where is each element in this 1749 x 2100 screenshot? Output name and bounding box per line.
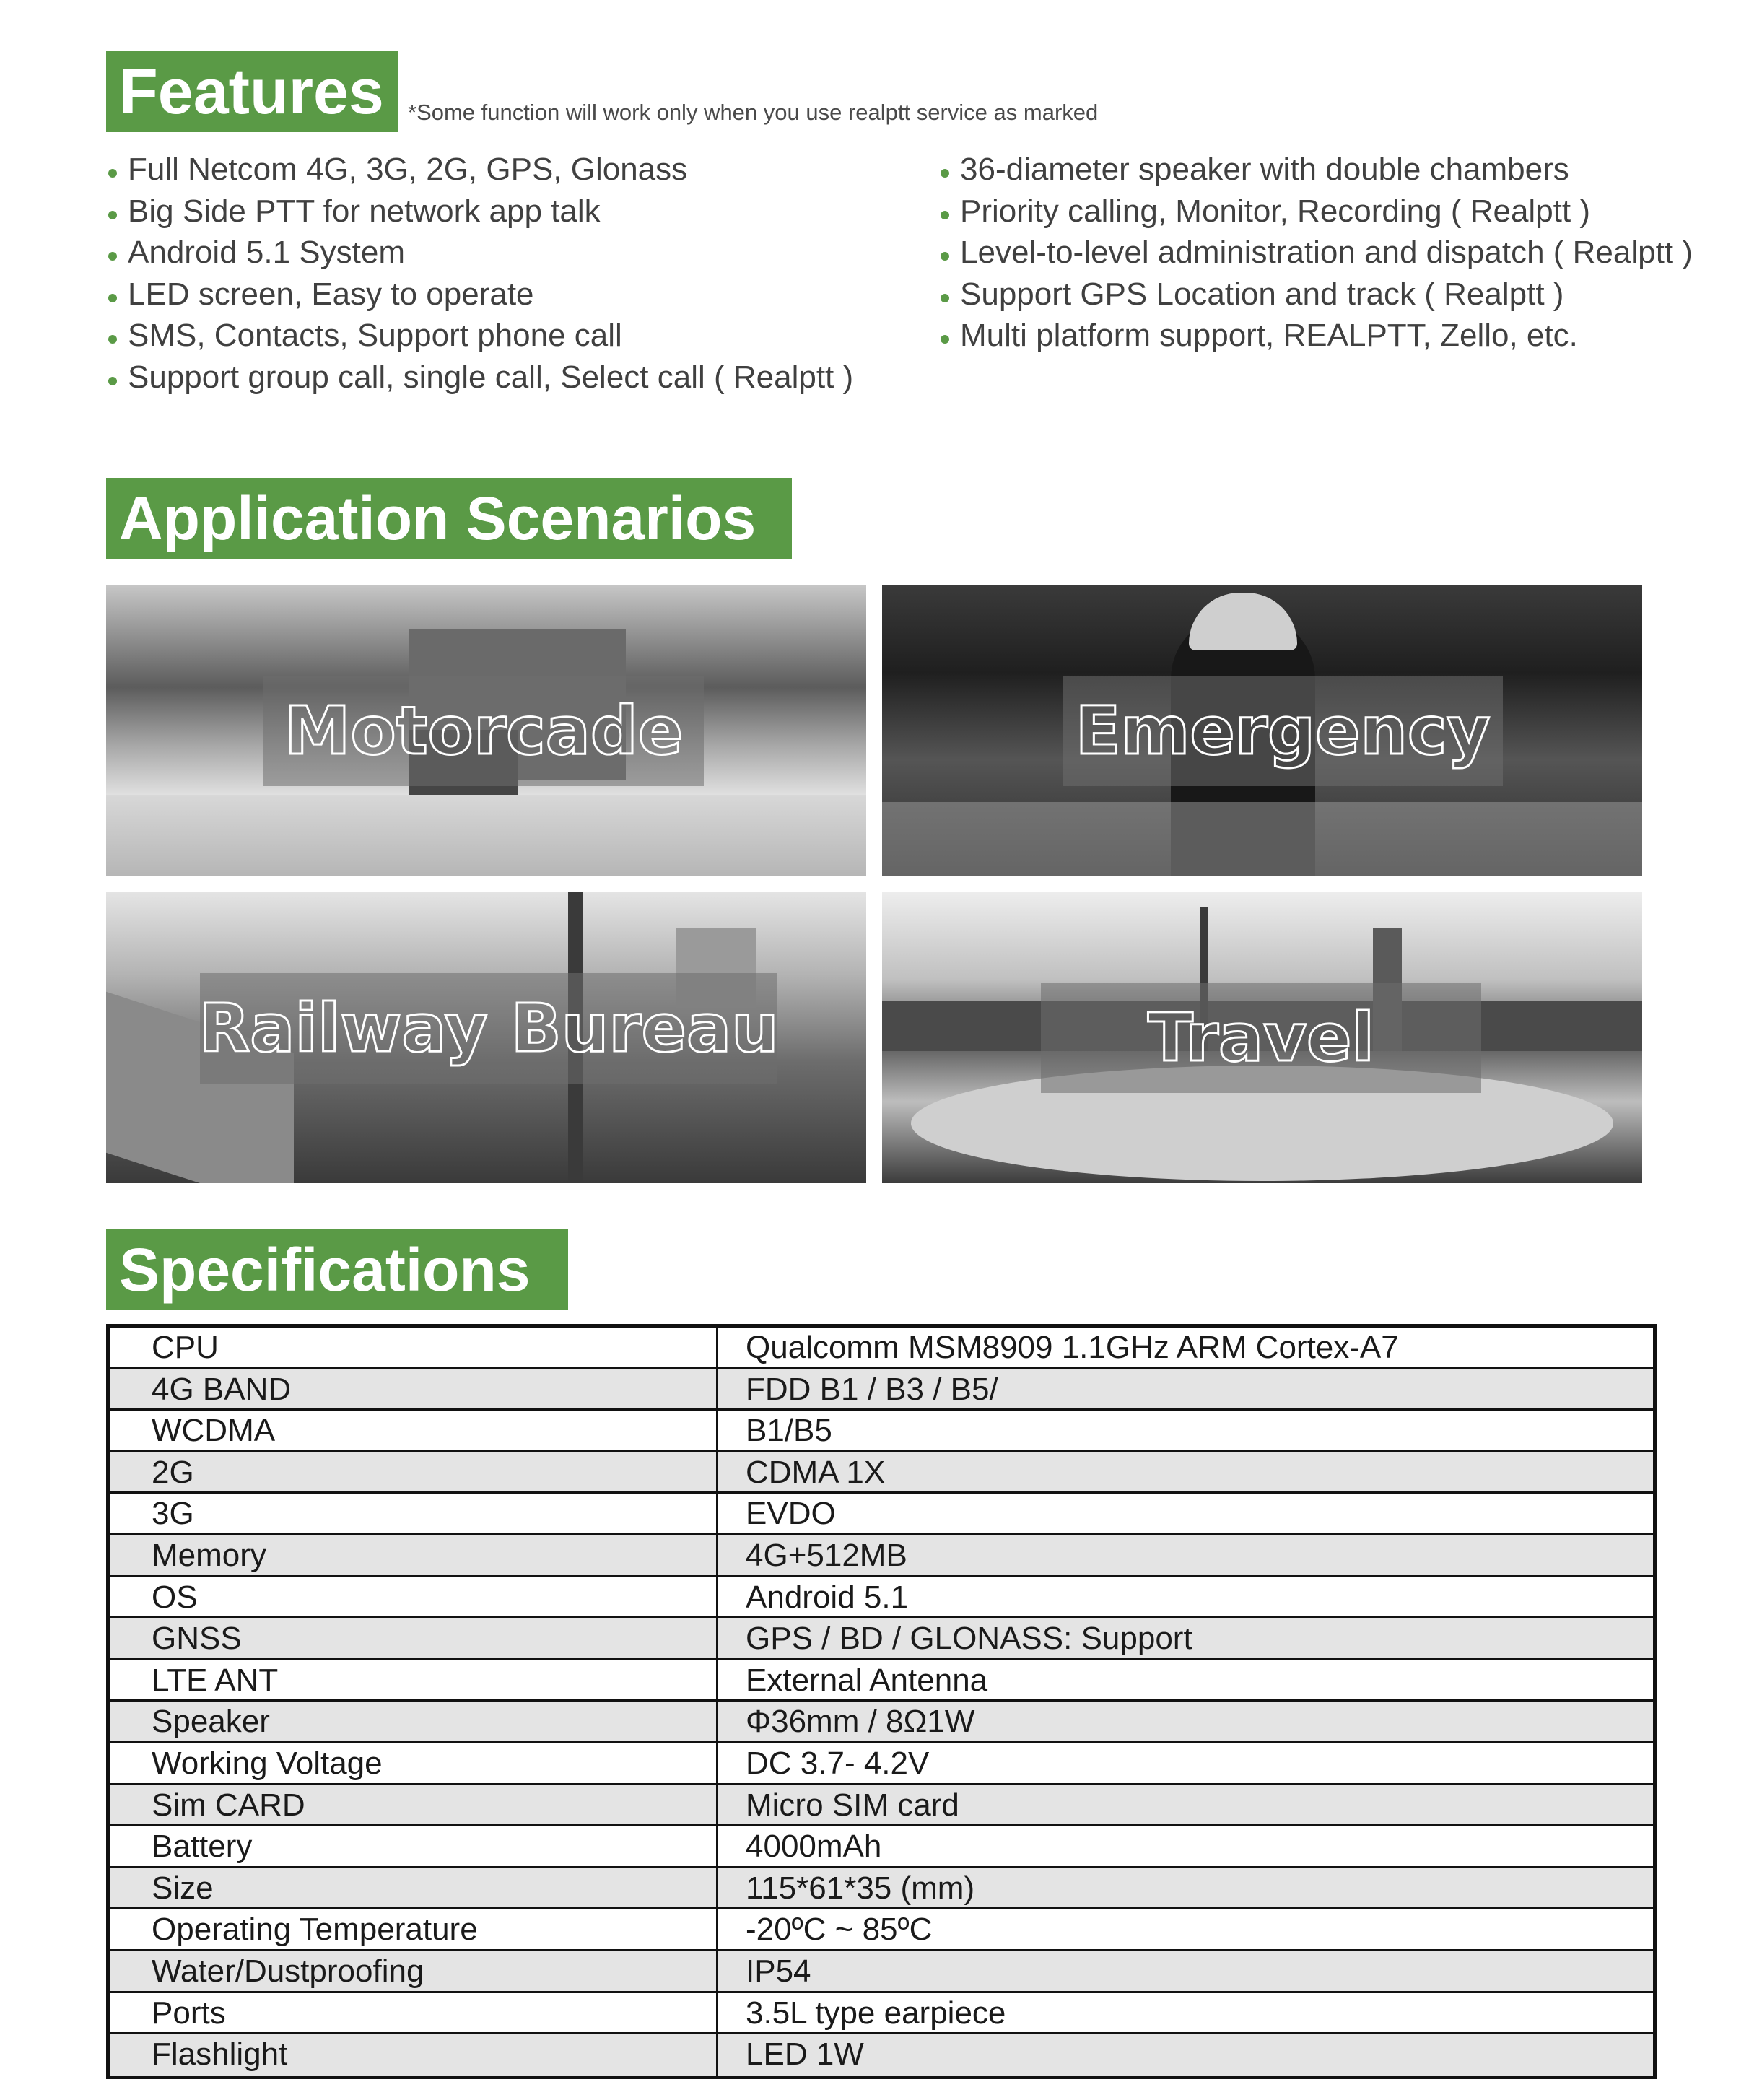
spec-value: EVDO xyxy=(746,1496,836,1532)
spec-key: 4G BAND xyxy=(110,1369,718,1409)
spec-value: GPS / BD / GLONASS: Support xyxy=(746,1621,1192,1657)
spec-value: External Antenna xyxy=(746,1662,988,1698)
spec-value: IP54 xyxy=(746,1953,811,1989)
spec-key: WCDMA xyxy=(110,1411,718,1450)
road-shape xyxy=(106,795,866,876)
spec-key: Working Voltage xyxy=(110,1743,718,1783)
table-row xyxy=(110,1702,1653,1743)
table-row xyxy=(110,1577,1653,1619)
features-list-right xyxy=(938,149,1740,357)
table-row xyxy=(110,1452,1653,1494)
spec-key: Operating Temperature xyxy=(110,1909,718,1949)
feature-item: Full Netcom 4G, 3G, 2G, GPS, Glonass xyxy=(106,149,915,191)
spec-value: 4000mAh xyxy=(746,1829,882,1865)
spec-key: Sim CARD xyxy=(110,1785,718,1825)
spec-key: Memory xyxy=(110,1535,718,1575)
spec-value: Φ36mm / 8Ω1W xyxy=(746,1704,975,1740)
spec-value: 4G+512MB xyxy=(746,1537,907,1573)
spec-value: FDD B1 / B3 / B5/ xyxy=(746,1371,998,1407)
table-row xyxy=(110,1785,1653,1827)
spec-value: B1/B5 xyxy=(746,1413,832,1449)
scene-label-box xyxy=(1063,676,1503,786)
table-row xyxy=(110,1993,1653,2035)
spec-value: Micro SIM card xyxy=(746,1787,959,1823)
scene-label-motorcade: Motorcade xyxy=(284,692,684,770)
table-row xyxy=(110,1951,1653,1993)
scene-label-box xyxy=(1041,983,1481,1093)
scene-emergency-image xyxy=(882,585,1642,876)
spec-key: Battery xyxy=(110,1826,718,1866)
spec-key: Flashlight xyxy=(110,2034,718,2076)
spec-value: DC 3.7- 4.2V xyxy=(746,1745,930,1781)
feature-item: Priority calling, Monitor, Recording ( Realptt ) xyxy=(938,191,1740,232)
spec-value: Qualcomm MSM8909 1.1GHz ARM Cortex-A7 xyxy=(746,1330,1399,1365)
feature-item: Support GPS Location and track ( Realptt ) xyxy=(938,274,1740,315)
spec-key: Ports xyxy=(110,1993,718,2033)
spec-value: 3.5L type earpiece xyxy=(746,1995,1006,2031)
table-row xyxy=(110,2034,1653,2076)
feature-item: Multi platform support, REALPTT, Zello, etc. xyxy=(938,315,1740,357)
feature-item: Android 5.1 System xyxy=(106,232,915,274)
table-row xyxy=(110,1618,1653,1660)
spec-key: OS xyxy=(110,1577,718,1617)
spec-key: LTE ANT xyxy=(110,1660,718,1700)
spec-key: Speaker xyxy=(110,1702,718,1741)
scene-label-box xyxy=(200,973,777,1084)
scene-railway-image xyxy=(106,892,866,1183)
feature-item: Level-to-level administration and dispatch ( Realptt ) xyxy=(938,232,1740,274)
spec-table xyxy=(106,1324,1657,2079)
table-row xyxy=(110,1328,1653,1369)
spec-key: GNSS xyxy=(110,1618,718,1658)
features-heading: Features xyxy=(106,51,398,132)
table-row xyxy=(110,1411,1653,1452)
spec-value: -20ºC ~ 85ºC xyxy=(746,1912,933,1948)
helmet-shape xyxy=(1189,593,1297,650)
scene-label-travel: Travel xyxy=(1147,998,1374,1076)
table-row xyxy=(110,1660,1653,1702)
features-note: *Some function will work only when you use realptt service as marked xyxy=(408,100,1099,125)
table-row xyxy=(110,1494,1653,1535)
spec-key: 2G xyxy=(110,1452,718,1492)
spec-value: LED 1W xyxy=(746,2036,864,2073)
feature-item: SMS, Contacts, Support phone call xyxy=(106,315,915,357)
features-list-left xyxy=(106,149,915,398)
table-row xyxy=(110,1868,1653,1910)
spec-key: 3G xyxy=(110,1494,718,1533)
scene-motorcade-image xyxy=(106,585,866,876)
feature-item: 36-diameter speaker with double chambers xyxy=(938,149,1740,191)
spec-value: Android 5.1 xyxy=(746,1579,909,1615)
table-row xyxy=(110,1535,1653,1577)
spec-key: Size xyxy=(110,1868,718,1908)
specifications-heading: Specifications xyxy=(106,1229,568,1310)
feature-item: Support group call, single call, Select call ( Realptt ) xyxy=(106,357,915,398)
table-row xyxy=(110,1909,1653,1951)
spec-key: CPU xyxy=(110,1328,718,1367)
table-row xyxy=(110,1826,1653,1868)
table-row xyxy=(110,1743,1653,1785)
spec-value: CDMA 1X xyxy=(746,1454,886,1490)
scene-label-box xyxy=(263,676,704,786)
spec-value: 115*61*35 (mm) xyxy=(746,1870,975,1906)
feature-item: LED screen, Easy to operate xyxy=(106,274,915,315)
scene-label-emergency: Emergency xyxy=(1075,692,1491,770)
spray-shape xyxy=(882,802,1642,876)
scene-travel-image xyxy=(882,892,1642,1183)
scene-label-railway: Railway Bureau xyxy=(199,989,779,1067)
application-heading: Application Scenarios xyxy=(106,478,792,559)
spec-key: Water/Dustproofing xyxy=(110,1951,718,1991)
feature-item: Big Side PTT for network app talk xyxy=(106,191,915,232)
table-row xyxy=(110,1369,1653,1411)
